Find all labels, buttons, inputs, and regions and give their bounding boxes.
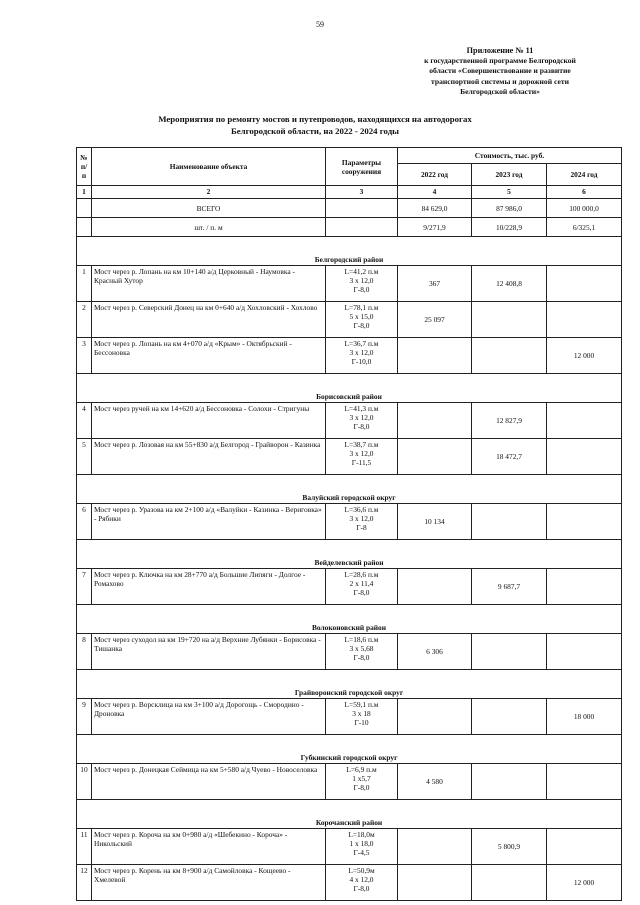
object-name: Мост через р. Лозовая на км 55+830 а/д Белгород - Грайворон - Казинка bbox=[92, 439, 326, 475]
cost-2022 bbox=[398, 338, 472, 374]
structure-params bbox=[326, 504, 398, 540]
row-number: 1 bbox=[77, 266, 92, 302]
total-label: ВСЕГО bbox=[92, 199, 326, 218]
param-line: L=28,6 п.м bbox=[344, 570, 379, 579]
structure-params bbox=[326, 569, 398, 605]
bridge-row bbox=[77, 302, 622, 338]
total-row bbox=[77, 199, 622, 218]
section-row bbox=[77, 670, 622, 699]
document-title-line: Белгородской области, на 2022 - 2024 годы bbox=[230, 125, 400, 136]
cost-2023 bbox=[472, 504, 547, 540]
row-number: 11 bbox=[77, 829, 92, 865]
structure-params bbox=[326, 302, 398, 338]
param-line: L=41,2 п.м bbox=[344, 267, 379, 276]
param-line: Г-8 bbox=[356, 523, 367, 532]
section-title: Валуйский городской округ bbox=[77, 475, 622, 504]
column-index: 3 bbox=[326, 186, 398, 199]
section-title: Корочанский район bbox=[77, 800, 622, 829]
cost-2023: 12 408,8 bbox=[472, 266, 547, 302]
param-line: 3 х 12,0 bbox=[349, 348, 374, 357]
units-row bbox=[77, 218, 622, 237]
header-year-2024: 2024 год bbox=[547, 164, 622, 186]
section-row bbox=[77, 735, 622, 764]
cost-2023: 18 472,7 bbox=[472, 439, 547, 475]
row-number: 3 bbox=[77, 338, 92, 374]
column-index: 6 bbox=[547, 186, 622, 199]
cost-2022 bbox=[398, 699, 472, 735]
section-title: Вейделевский район bbox=[77, 540, 622, 569]
structure-params bbox=[326, 829, 398, 865]
bridge-row bbox=[77, 569, 622, 605]
bridge-row bbox=[77, 439, 622, 475]
structure-params bbox=[326, 403, 398, 439]
units-2024: 6/325,1 bbox=[547, 218, 622, 237]
header-params: Параметры сооружения bbox=[326, 148, 398, 186]
param-line: Г-11,5 bbox=[351, 458, 372, 467]
structure-params bbox=[326, 338, 398, 374]
total-2023: 87 986,0 bbox=[472, 199, 547, 218]
column-index: 5 bbox=[472, 186, 547, 199]
cost-2022: 4 580 bbox=[398, 764, 472, 800]
appendix-line: области «Совершенствование и развитие bbox=[429, 66, 571, 76]
param-line: L=36,7 п.м bbox=[344, 339, 379, 348]
object-name: Мост через суходол на км 19+720 на а/д Верхние Лубянки - Борисовка - Тишанка bbox=[92, 634, 326, 670]
cost-2024 bbox=[547, 569, 622, 605]
header-year-2022: 2022 год bbox=[398, 164, 472, 186]
cost-2023 bbox=[472, 338, 547, 374]
param-line: 2 х 11,4 bbox=[349, 579, 374, 588]
structure-params bbox=[326, 266, 398, 302]
cost-2023 bbox=[472, 865, 547, 901]
param-line: Г-10 bbox=[354, 718, 369, 727]
section-row bbox=[77, 540, 622, 569]
header-year-2023: 2023 год bbox=[472, 164, 547, 186]
cost-2024: 12 000 bbox=[547, 338, 622, 374]
document-title-line: Мероприятия по ремонту мостов и путепроводов, находящихся на автодорогах bbox=[158, 114, 472, 124]
bridge-row bbox=[77, 829, 622, 865]
section-title: Белгородский район bbox=[77, 237, 622, 266]
cost-2022 bbox=[398, 439, 472, 475]
param-line: L=78,1 п.м bbox=[344, 303, 379, 312]
object-name: Мост через р. Лопань на км 4+070 а/д «Крым» - Октябрьский - Бессоновка bbox=[92, 338, 326, 374]
page-number: 59 bbox=[316, 20, 324, 29]
section-row bbox=[77, 475, 622, 504]
object-name: Мост через р. Корень на км 8+900 а/д Самойловка - Кощеево - Хмелевой bbox=[92, 865, 326, 901]
section-row bbox=[77, 800, 622, 829]
cost-2024: 18 000 bbox=[547, 699, 622, 735]
row-number: 5 bbox=[77, 439, 92, 475]
cost-2022 bbox=[398, 829, 472, 865]
cost-2024 bbox=[547, 829, 622, 865]
header-cost: Стоимость, тыс. руб. bbox=[398, 148, 622, 164]
param-line: L=18,6 п.м bbox=[344, 635, 379, 644]
param-line: L=59,1 п.м bbox=[344, 700, 379, 709]
param-line: 1 х5,7 bbox=[352, 774, 371, 783]
object-name: Мост через р. Ворсклица на км 3+100 а/д Дорогощь - Смородино - Дроновка bbox=[92, 699, 326, 735]
section-row bbox=[77, 605, 622, 634]
bridge-row bbox=[77, 764, 622, 800]
units-label: шт. / п. м bbox=[92, 218, 326, 237]
param-line: 3 х 5,68 bbox=[349, 644, 374, 653]
column-index: 2 bbox=[92, 186, 326, 199]
row-number: 10 bbox=[77, 764, 92, 800]
section-title: Губкинский городской округ bbox=[77, 735, 622, 764]
structure-params bbox=[326, 439, 398, 475]
object-name: Мост через ручей на км 14+620 а/д Бессоновка - Солохи - Стригуны bbox=[92, 403, 326, 439]
param-line: 5 х 15,0 bbox=[349, 312, 374, 321]
appendix-line: Белгородской области» bbox=[460, 86, 540, 96]
cost-2024 bbox=[547, 764, 622, 800]
row-number: 12 bbox=[77, 865, 92, 901]
header-num: № п/п bbox=[77, 148, 92, 186]
row-number: 6 bbox=[77, 504, 92, 540]
param-line: Г-8,0 bbox=[353, 783, 370, 792]
param-line: L=18,0м bbox=[348, 830, 375, 839]
units-2022: 9/271,9 bbox=[398, 218, 472, 237]
object-name: Мост через р. Уразова на км 2+100 а/д «Валуйки - Казинка - Вериговка» - Рябики bbox=[92, 504, 326, 540]
param-line: 3 х 18 bbox=[352, 709, 371, 718]
cost-2022 bbox=[398, 865, 472, 901]
section-row bbox=[77, 237, 622, 266]
param-line: 3 х 12,0 bbox=[349, 413, 374, 422]
total-2024: 100 000,0 bbox=[547, 199, 622, 218]
bridge-row bbox=[77, 504, 622, 540]
object-name: Мост через р. Короча на км 0+980 а/д «Шебекино - Короча» - Никольский bbox=[92, 829, 326, 865]
bridges-table bbox=[76, 147, 622, 901]
bridge-row bbox=[77, 699, 622, 735]
cost-2023 bbox=[472, 634, 547, 670]
bridge-row bbox=[77, 266, 622, 302]
param-line: 4 х 12,0 bbox=[349, 875, 374, 884]
row-number: 4 bbox=[77, 403, 92, 439]
param-line: L=38,7 п.м bbox=[344, 440, 379, 449]
param-line: Г-8,0 bbox=[353, 422, 370, 431]
section-title: Борисовский район bbox=[77, 374, 622, 403]
param-line: Г-8,0 bbox=[353, 321, 370, 330]
structure-params bbox=[326, 764, 398, 800]
column-index: 1 bbox=[77, 186, 92, 199]
row-number: 2 bbox=[77, 302, 92, 338]
cost-2024 bbox=[547, 266, 622, 302]
param-line: L=50,9м bbox=[348, 866, 375, 875]
cost-2023: 9 687,7 bbox=[472, 569, 547, 605]
cost-2023: 12 827,9 bbox=[472, 403, 547, 439]
bridge-row bbox=[77, 634, 622, 670]
appendix-title: Приложение № 11 bbox=[466, 46, 534, 55]
section-title: Волоконовский район bbox=[77, 605, 622, 634]
cost-2023 bbox=[472, 764, 547, 800]
header-name: Наименование объекта bbox=[92, 148, 326, 186]
object-name: Мост через р. Ключка на км 28+770 а/д Большие Липяги - Долгое - Ромахово bbox=[92, 569, 326, 605]
cost-2024 bbox=[547, 302, 622, 338]
document-title bbox=[80, 114, 550, 137]
cost-2022: 25 097 bbox=[398, 302, 472, 338]
units-2023: 10/228,9 bbox=[472, 218, 547, 237]
param-line: Г-8,0 bbox=[353, 285, 370, 294]
cost-2022: 6 306 bbox=[398, 634, 472, 670]
total-2022: 84 629,0 bbox=[398, 199, 472, 218]
section-row bbox=[77, 374, 622, 403]
param-line: Г-4,5 bbox=[353, 848, 370, 857]
object-name: Мост через р. Северский Донец на км 0+640 а/д Хохловский - Хохлово bbox=[92, 302, 326, 338]
bridge-row bbox=[77, 403, 622, 439]
param-line: L=6,9 п.м bbox=[346, 765, 377, 774]
cost-2022 bbox=[398, 403, 472, 439]
cost-2024: 12 000 bbox=[547, 865, 622, 901]
cost-2024 bbox=[547, 439, 622, 475]
structure-params bbox=[326, 634, 398, 670]
cost-2023: 5 800,9 bbox=[472, 829, 547, 865]
section-title: Грайворонский городской округ bbox=[77, 670, 622, 699]
bridge-row bbox=[77, 338, 622, 374]
param-line: Г-8,0 bbox=[353, 884, 370, 893]
row-number: 9 bbox=[77, 699, 92, 735]
param-line: 3 х 12,0 bbox=[349, 514, 374, 523]
cost-2022: 10 134 bbox=[398, 504, 472, 540]
object-name: Мост через р. Лопань на км 10+140 а/д Церковный - Наумовка - Красный Хутор bbox=[92, 266, 326, 302]
param-line: L=36,6 п.м bbox=[344, 505, 379, 514]
cost-2024 bbox=[547, 403, 622, 439]
row-number: 7 bbox=[77, 569, 92, 605]
row-number: 8 bbox=[77, 634, 92, 670]
bridge-row bbox=[77, 865, 622, 901]
cost-2023 bbox=[472, 302, 547, 338]
param-line: Г-8,0 bbox=[353, 588, 370, 597]
param-line: L=41,3 п.м bbox=[344, 404, 379, 413]
param-line: 3 х 12,0 bbox=[349, 276, 374, 285]
cost-2024 bbox=[547, 634, 622, 670]
structure-params bbox=[326, 699, 398, 735]
cost-2023 bbox=[472, 699, 547, 735]
object-name: Мост через р. Донецкая Сеймица на км 5+580 а/д Чуево - Новоселовка bbox=[92, 764, 326, 800]
cost-2022 bbox=[398, 569, 472, 605]
column-index-row bbox=[77, 186, 622, 199]
structure-params bbox=[326, 865, 398, 901]
appendix-line: к государственной программе Белгородской bbox=[424, 56, 576, 66]
param-line: 1 х 18,0 bbox=[349, 839, 374, 848]
cost-2022: 367 bbox=[398, 266, 472, 302]
appendix-line: транспортной системы и дорожной сети bbox=[431, 76, 569, 86]
appendix-header bbox=[392, 46, 608, 97]
param-line: Г-10,0 bbox=[351, 357, 372, 366]
column-index: 4 bbox=[398, 186, 472, 199]
param-line: 3 х 12,0 bbox=[349, 449, 374, 458]
cost-2024 bbox=[547, 504, 622, 540]
param-line: Г-8,0 bbox=[353, 653, 370, 662]
